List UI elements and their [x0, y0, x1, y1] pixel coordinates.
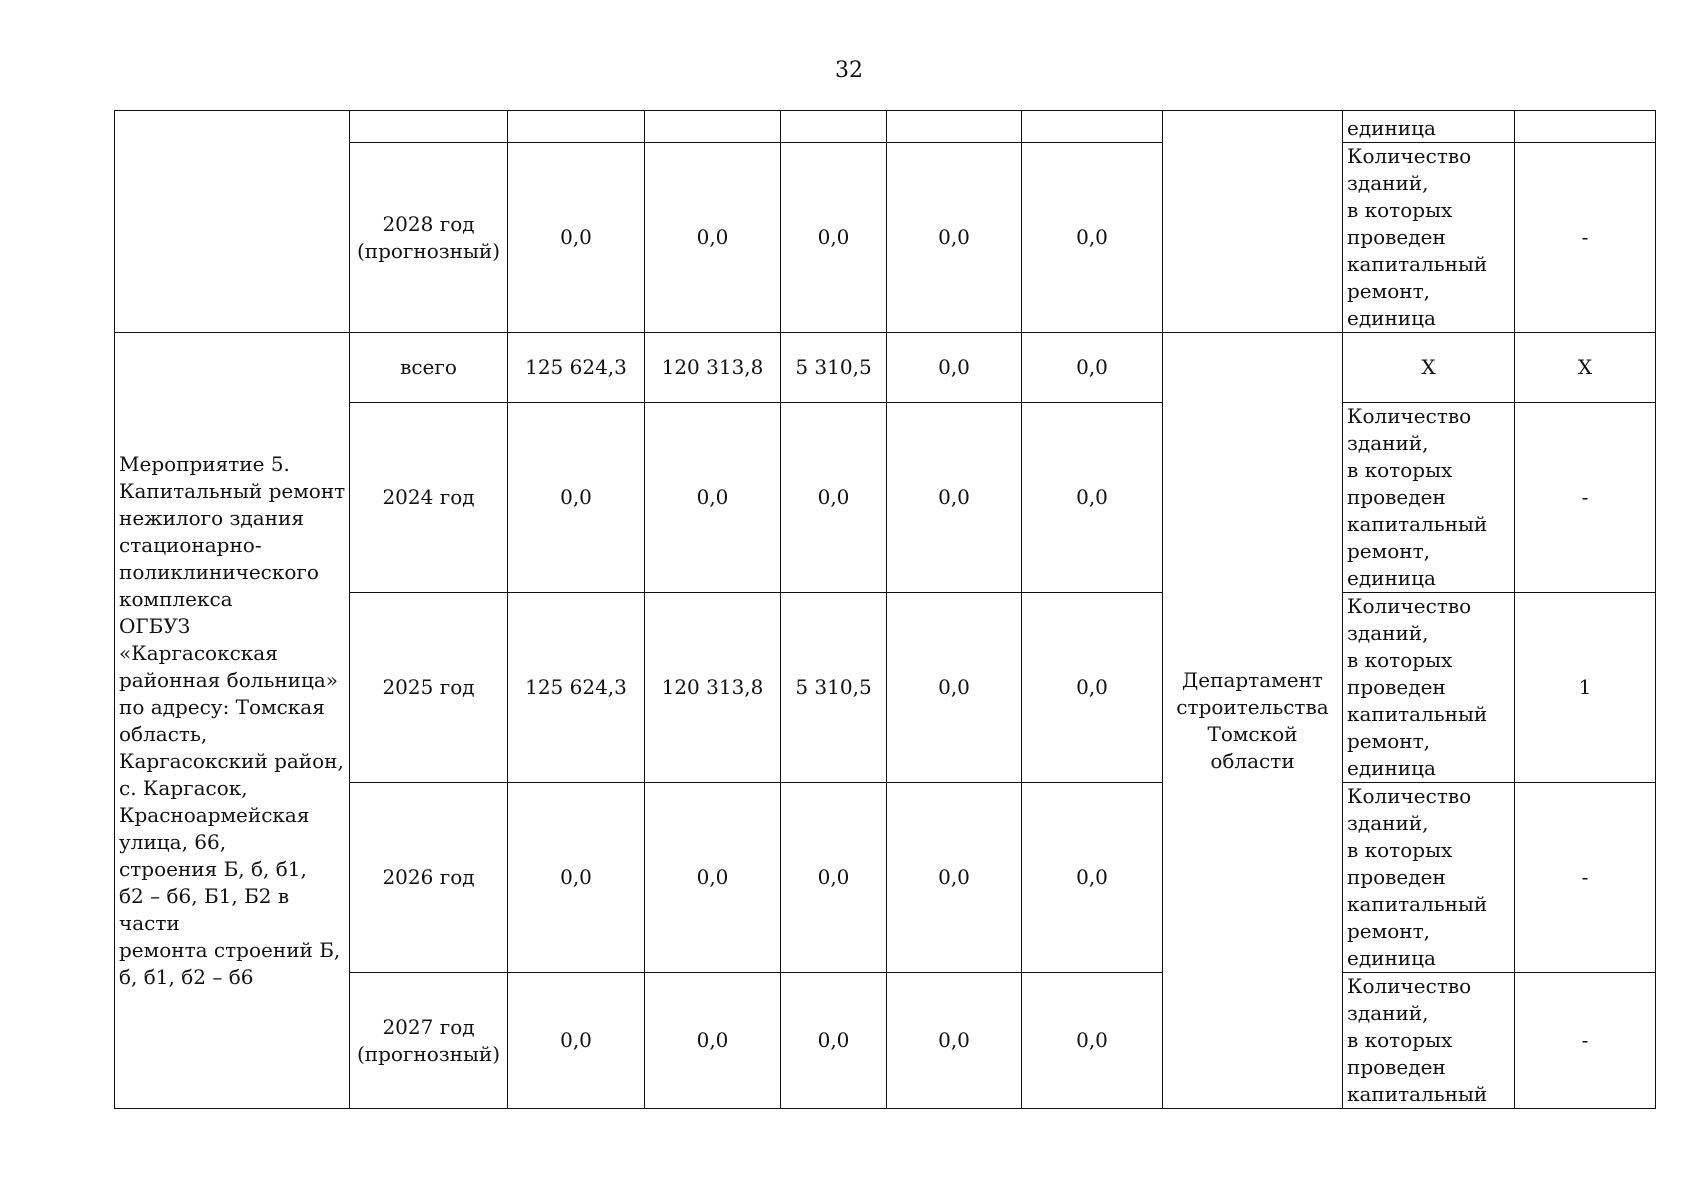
target-cell [1515, 111, 1656, 143]
event-name-cell: Мероприятие 5. Капитальный ремонт нежилого здания стационарно- поликлинического комплекса ОГБУЗ «Каргасокская районная больница» по адресу: Томская область, Каргасокский район, с. Каргасок, Красноармейская улица, 66, строения Б, б, б1, б2 – б6, Б1, Б2 в части ремонта строений Б, б, б1, б2 – б6 [115, 333, 350, 1109]
value-cell: 0,0 [645, 403, 781, 593]
empty-executor-cell [1163, 111, 1343, 333]
value-cell: 0,0 [508, 783, 645, 973]
value-cell: 120 313,8 [645, 333, 781, 403]
value-cell: 120 313,8 [645, 593, 781, 783]
executor-cell: Департамент строительства Томской области [1163, 333, 1343, 1109]
value-cell: 0,0 [1022, 143, 1163, 333]
indicator-cell: Количество зданий, в которых проведен капитальный ремонт, единица [1343, 403, 1515, 593]
target-cell: - [1515, 403, 1656, 593]
indicator-cell: единица [1343, 111, 1515, 143]
value-cell: 0,0 [1022, 403, 1163, 593]
value-cell: 0,0 [781, 143, 887, 333]
target-cell: - [1515, 973, 1656, 1109]
indicator-cell: Количество зданий, в которых проведен капитальный ремонт, единица [1343, 593, 1515, 783]
period-cell: 2025 год [350, 593, 508, 783]
value-cell: 0,0 [645, 973, 781, 1109]
period-cell: 2024 год [350, 403, 508, 593]
value-cell: 0,0 [887, 783, 1022, 973]
period-cell: 2026 год [350, 783, 508, 973]
value-cell: 0,0 [887, 143, 1022, 333]
value-cell: 0,0 [508, 973, 645, 1109]
value-cell [1022, 111, 1163, 143]
value-cell: 125 624,3 [508, 593, 645, 783]
period-cell [350, 111, 508, 143]
value-cell: 0,0 [1022, 783, 1163, 973]
value-cell: 0,0 [781, 973, 887, 1109]
target-cell: 1 [1515, 593, 1656, 783]
value-cell [887, 111, 1022, 143]
period-cell: 2028 год (прогнозный) [350, 143, 508, 333]
value-cell: 0,0 [887, 333, 1022, 403]
target-cell: - [1515, 143, 1656, 333]
target-cell: - [1515, 783, 1656, 973]
value-cell: 0,0 [1022, 973, 1163, 1109]
indicator-cell: Количество зданий, в которых проведен капитальный ремонт, единица [1343, 143, 1515, 333]
indicator-cell: X [1343, 333, 1515, 403]
value-cell: 5 310,5 [781, 333, 887, 403]
value-cell [645, 111, 781, 143]
value-cell: 0,0 [887, 403, 1022, 593]
target-cell: X [1515, 333, 1656, 403]
value-cell [781, 111, 887, 143]
table-row [115, 111, 1656, 143]
value-cell [508, 111, 645, 143]
period-cell: 2027 год (прогнозный) [350, 973, 508, 1109]
value-cell: 0,0 [1022, 593, 1163, 783]
value-cell: 0,0 [645, 783, 781, 973]
value-cell: 0,0 [887, 973, 1022, 1109]
page-number: 32 [835, 58, 863, 83]
value-cell: 0,0 [645, 143, 781, 333]
value-cell: 5 310,5 [781, 593, 887, 783]
program-table [114, 110, 1656, 1109]
value-cell: 125 624,3 [508, 333, 645, 403]
period-cell: всего [350, 333, 508, 403]
empty-event-cell [115, 111, 350, 333]
indicator-cell: Количество зданий, в которых проведен капитальный [1343, 973, 1515, 1109]
value-cell: 0,0 [781, 403, 887, 593]
indicator-cell: Количество зданий, в которых проведен капитальный ремонт, единица [1343, 783, 1515, 973]
value-cell: 0,0 [781, 783, 887, 973]
value-cell: 0,0 [508, 143, 645, 333]
value-cell: 0,0 [1022, 333, 1163, 403]
table-row [115, 333, 1656, 403]
value-cell: 0,0 [508, 403, 645, 593]
value-cell: 0,0 [887, 593, 1022, 783]
